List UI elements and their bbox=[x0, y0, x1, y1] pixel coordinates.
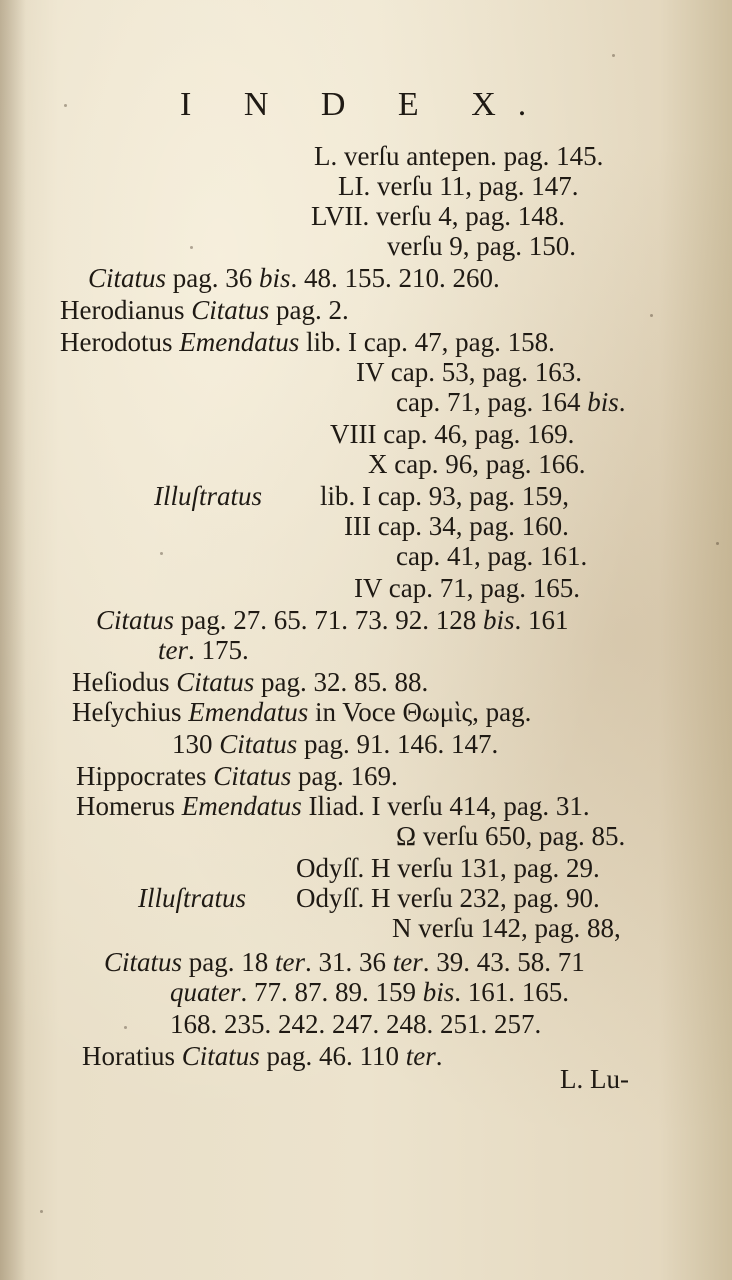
index-line: 130 Citatus pag. 91. 146. 147. bbox=[172, 729, 499, 759]
paper-speck bbox=[160, 552, 163, 555]
index-line: Heſychius Emendatus in Voce Θωμὶς, pag. bbox=[72, 697, 532, 727]
index-line: X cap. 96, pag. 166. bbox=[368, 449, 586, 479]
index-line: LI. verſu 11, pag. 147. bbox=[338, 171, 579, 201]
index-line: cap. 71, pag. 164 bis. bbox=[396, 387, 626, 417]
index-line: 168. 235. 242. 247. 248. 251. 257. bbox=[170, 1009, 542, 1039]
paper-speck bbox=[64, 104, 67, 107]
index-line: Heſiodus Citatus pag. 32. 85. 88. bbox=[72, 667, 429, 697]
index-line: III cap. 34, pag. 160. bbox=[344, 511, 569, 541]
paper-speck bbox=[124, 1026, 127, 1029]
page-title: I N D E X. bbox=[180, 86, 549, 123]
index-line: L. verſu antepen. pag. 145. bbox=[314, 141, 604, 171]
paper-speck bbox=[40, 1210, 43, 1213]
catchword: L. Lu- bbox=[560, 1064, 629, 1094]
index-line: Illuſtratus bbox=[138, 883, 247, 913]
index-line: Odyſſ. H verſu 131, pag. 29. bbox=[296, 853, 600, 883]
paper-speck bbox=[650, 314, 653, 317]
index-line: LVII. verſu 4, pag. 148. bbox=[311, 201, 565, 231]
index-line: Citatus pag. 36 bis. 48. 155. 210. 260. bbox=[88, 263, 500, 293]
index-line: IV cap. 71, pag. 165. bbox=[354, 573, 580, 603]
paper-speck bbox=[190, 246, 193, 249]
index-line: lib. I cap. 93, pag. 159, bbox=[320, 481, 569, 511]
index-line: Herodotus Emendatus lib. I cap. 47, pag. 158. bbox=[60, 327, 555, 357]
index-line: quater. 77. 87. 89. 159 bis. 161. 165. bbox=[170, 977, 570, 1007]
index-line: VIII cap. 46, pag. 169. bbox=[330, 419, 575, 449]
index-line: Ω verſu 650, pag. 85. bbox=[396, 821, 626, 851]
index-line: Odyſſ. H verſu 232, pag. 90. bbox=[296, 883, 600, 913]
index-line: Citatus pag. 18 ter. 31. 36 ter. 39. 43. 58. 71 bbox=[104, 947, 585, 977]
index-line: Herodianus Citatus pag. 2. bbox=[60, 295, 349, 325]
index-line: N verſu 142, pag. 88, bbox=[392, 913, 621, 943]
index-line: IV cap. 53, pag. 163. bbox=[356, 357, 582, 387]
paper-speck bbox=[716, 542, 719, 545]
paper-speck bbox=[612, 54, 615, 57]
index-line: Citatus pag. 27. 65. 71. 73. 92. 128 bis. 161 bbox=[96, 605, 569, 635]
index-line: Hippocrates Citatus pag. 169. bbox=[76, 761, 398, 791]
index-line: Illuſtratus bbox=[154, 481, 263, 511]
index-line: Horatius Citatus pag. 46. 110 ter. bbox=[82, 1041, 443, 1071]
index-line: verſu 9, pag. 150. bbox=[387, 231, 576, 261]
index-line: ter. 175. bbox=[158, 635, 249, 665]
index-line: cap. 41, pag. 161. bbox=[396, 541, 588, 571]
index-line: Homerus Emendatus Iliad. I verſu 414, pag. 31. bbox=[76, 791, 590, 821]
